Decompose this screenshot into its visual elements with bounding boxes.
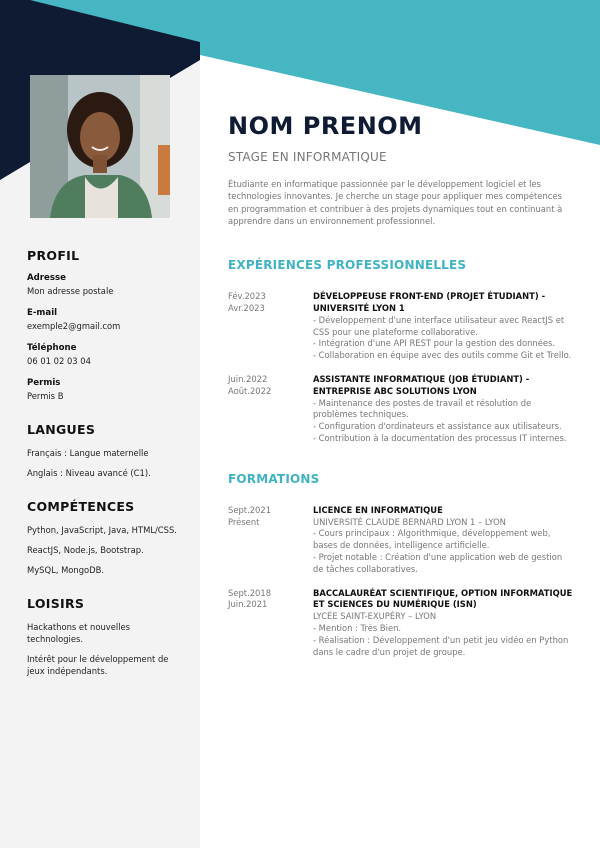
entry-bullet: - Collaboration en équipe avec des outils comme Git et Trello. bbox=[313, 350, 572, 361]
hobbies-section bbox=[27, 596, 177, 677]
hobbies-heading: LOISIRS bbox=[27, 596, 85, 611]
experience-entry bbox=[228, 291, 573, 362]
main-content bbox=[228, 112, 573, 658]
profile-section bbox=[27, 248, 177, 402]
start-date: Sept.2021 bbox=[228, 504, 272, 515]
entry-bullet: - Réalisation : Développement d'un petit jeu vidéo en Python dans le cadre d'un projet de groupe. bbox=[313, 634, 569, 657]
entry-title: BACCALAURÉAT SCIENTIFIQUE, OPTION INFORMATIQUE ET SCIENCES DU NUMÉRIQUE (ISN) bbox=[313, 587, 573, 610]
entry-dates bbox=[228, 291, 313, 362]
entry-bullet: - Maintenance des postes de travail et résolution de problèmes techniques. bbox=[313, 397, 532, 420]
experience-heading: EXPÉRIENCES PROFESSIONNELLES bbox=[228, 258, 467, 273]
email-label: E-mail bbox=[27, 308, 58, 318]
end-date: Août.2022 bbox=[228, 385, 272, 396]
phone-label: Téléphone bbox=[27, 343, 77, 353]
entry-dates bbox=[228, 588, 313, 659]
license-value: Permis B bbox=[27, 391, 64, 401]
education-heading: FORMATIONS bbox=[228, 471, 320, 486]
languages-section bbox=[27, 422, 177, 479]
profile-summary: Étudiante en informatique passionnée par le développement logiciel et les technologies innovantes. Je cherche un stage pour appliquer mes compétences en programmation et contribuer à des projets dynamiques tout en continuant à apprendre dans un environnement professionnel. bbox=[228, 179, 563, 226]
end-date: Avr.2023 bbox=[228, 302, 265, 313]
entry-content bbox=[313, 291, 573, 362]
entry-bullet: - Cours principaux : Algorithmique, développement web, bases de données, intelligence artificielle. bbox=[313, 528, 551, 551]
hobby-item: Intérêt pour le développement de jeux indépendants. bbox=[27, 654, 169, 676]
entry-title: DÉVELOPPEUSE FRONT-END (PROJET ÉTUDIANT) - UNIVERSITÉ LYON 1 bbox=[313, 291, 546, 313]
job-title: STAGE EN INFORMATIQUE bbox=[228, 150, 387, 164]
profile-photo bbox=[30, 75, 170, 218]
email-value: exemple2@gmail.com bbox=[27, 321, 121, 331]
sidebar bbox=[27, 248, 177, 697]
start-date: Sept.2018 bbox=[228, 587, 272, 598]
entry-bullet: - Mention : Très Bien. bbox=[313, 622, 402, 633]
school-name: UNIVERSITÉ CLAUDE BERNARD LYON 1 – LYON bbox=[313, 516, 506, 527]
entry-bullet: - Contribution à la documentation des processus IT internes. bbox=[313, 432, 567, 443]
entry-content bbox=[313, 374, 573, 445]
skill-item: Python, JavaScript, Java, HTML/CSS. bbox=[27, 525, 177, 535]
entry-bullet: - Configuration d'ordinateurs et assistance aux utilisateurs. bbox=[313, 421, 562, 432]
entry-dates bbox=[228, 505, 313, 576]
end-date: Présent bbox=[228, 516, 260, 527]
language-item: Anglais : Niveau avancé (C1). bbox=[27, 468, 151, 478]
languages-heading: LANGUES bbox=[27, 422, 96, 437]
license-label: Permis bbox=[27, 378, 61, 388]
experience-entry bbox=[228, 374, 573, 445]
address-label: Adresse bbox=[27, 273, 66, 283]
hobby-item: Hackathons et nouvelles technologies. bbox=[27, 622, 131, 644]
entry-dates bbox=[228, 374, 313, 445]
entry-bullet: - Développement d'une interface utilisateur avec ReactJS et CSS pour une plateforme collaborative. bbox=[313, 314, 565, 337]
start-date: Juin.2022 bbox=[228, 373, 268, 384]
entry-bullet: - Intégration d'une API REST pour la gestion des données. bbox=[313, 338, 556, 349]
school-name: LYCÉE SAINT-EXUPÉRY – LYON bbox=[313, 611, 437, 622]
entry-content bbox=[313, 588, 573, 659]
skills-heading: COMPÉTENCES bbox=[27, 499, 135, 514]
education-entry bbox=[228, 588, 573, 659]
phone-value: 06 01 02 03 04 bbox=[27, 356, 91, 366]
skill-item: MySQL, MongoDB. bbox=[27, 565, 105, 575]
address-value: Mon adresse postale bbox=[27, 286, 114, 296]
education-entry bbox=[228, 505, 573, 576]
candidate-name: NOM PRENOM bbox=[228, 112, 423, 140]
end-date: Juin.2021 bbox=[228, 599, 268, 610]
start-date: Fév.2023 bbox=[228, 291, 266, 302]
profile-heading: PROFIL bbox=[27, 248, 80, 263]
entry-title: LICENCE EN INFORMATIQUE bbox=[313, 504, 443, 515]
entry-content bbox=[313, 505, 573, 576]
skills-section bbox=[27, 499, 177, 576]
entry-bullet: - Projet notable : Création d'une application web de gestion de tâches collaboratives. bbox=[313, 551, 563, 574]
entry-title: ASSISTANTE INFORMATIQUE (JOB ÉTUDIANT) - ENTREPRISE ABC SOLUTIONS LYON bbox=[313, 373, 530, 396]
language-item: Français : Langue maternelle bbox=[27, 448, 149, 458]
skill-item: ReactJS, Node.js, Bootstrap. bbox=[27, 545, 144, 555]
